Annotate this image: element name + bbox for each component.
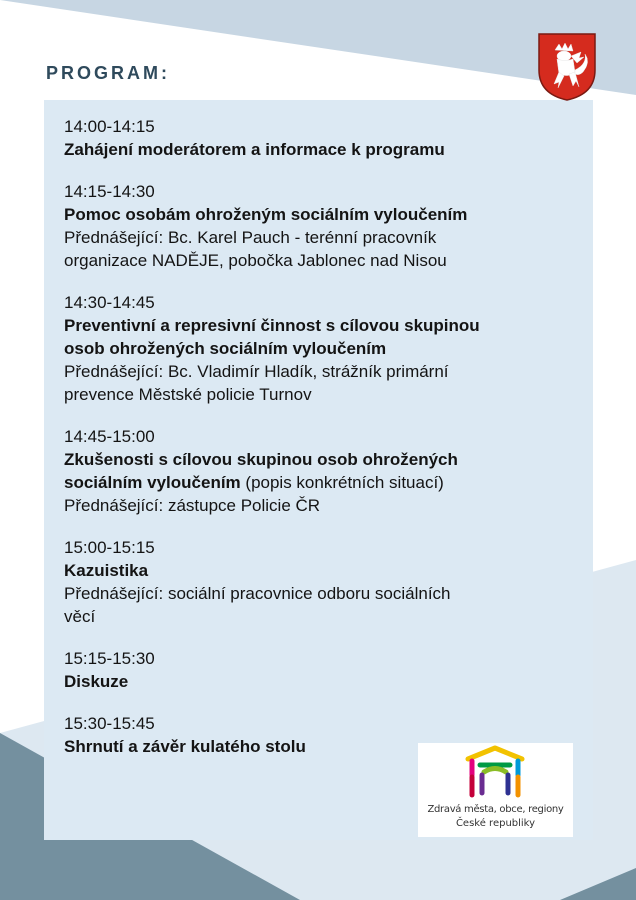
- czech-coat-of-arms-icon: [537, 32, 597, 102]
- agenda-speaker: Přednášející: Bc. Karel Pauch - terénní pracovník: [64, 228, 437, 247]
- agenda-speaker: Přednášející: sociální pracovnice odboru sociálních: [64, 584, 451, 603]
- agenda-time: 15:30-15:45: [64, 714, 155, 733]
- agenda-time: 14:30-14:45: [64, 293, 155, 312]
- colorful-gate-icon: [462, 745, 528, 801]
- agenda-title: Shrnutí a závěr kulatého stolu: [64, 737, 306, 756]
- agenda-title: Preventivní a represivní činnost s cílovou skupinou: [64, 316, 480, 335]
- page-heading: PROGRAM:: [46, 63, 170, 83]
- agenda-title-note: (popis konkrétních situací): [240, 473, 444, 492]
- agenda-item: [64, 425, 584, 517]
- agenda-title: Zahájení moderátorem a informace k programu: [64, 140, 445, 159]
- agenda-speaker: věcí: [64, 607, 96, 626]
- healthy-cities-logo: [418, 743, 573, 837]
- agenda-speaker: Přednášející: Bc. Vladimír Hladík, strážník primární: [64, 362, 449, 381]
- agenda-speaker: prevence Městské policie Turnov: [64, 385, 312, 404]
- logo-text: České republiky: [455, 818, 536, 829]
- agenda-title: Diskuze: [64, 672, 129, 691]
- agenda-item: [64, 291, 584, 406]
- agenda-item: [64, 180, 584, 272]
- agenda-title: Pomoc osobám ohroženým sociálním vyloučením: [64, 205, 468, 224]
- agenda-speaker: Přednášející: zástupce Policie ČR: [64, 496, 321, 515]
- agenda-time: 14:45-15:00: [64, 427, 155, 446]
- agenda-time: 14:15-14:30: [64, 182, 155, 201]
- agenda-title: sociálním vyloučením: [64, 473, 241, 492]
- agenda-time: 14:00-14:15: [64, 117, 155, 136]
- agenda-title: Kazuistika: [64, 561, 149, 580]
- agenda-item: [64, 536, 584, 628]
- agenda-title: osob ohrožených sociálním vyloučením: [64, 339, 387, 358]
- logo-text: Zdravá města, obce, regiony: [427, 804, 564, 815]
- agenda-time: 15:15-15:30: [64, 649, 155, 668]
- agenda-title: Zkušenosti s cílovou skupinou osob ohrožených: [64, 450, 458, 469]
- agenda-item: [64, 115, 584, 161]
- agenda-list: [64, 115, 584, 777]
- agenda-item: [64, 647, 584, 693]
- agenda-title-line: [64, 471, 584, 494]
- agenda-speaker: organizace NADĚJE, pobočka Jablonec nad Nisou: [64, 251, 447, 270]
- agenda-time: 15:00-15:15: [64, 538, 155, 557]
